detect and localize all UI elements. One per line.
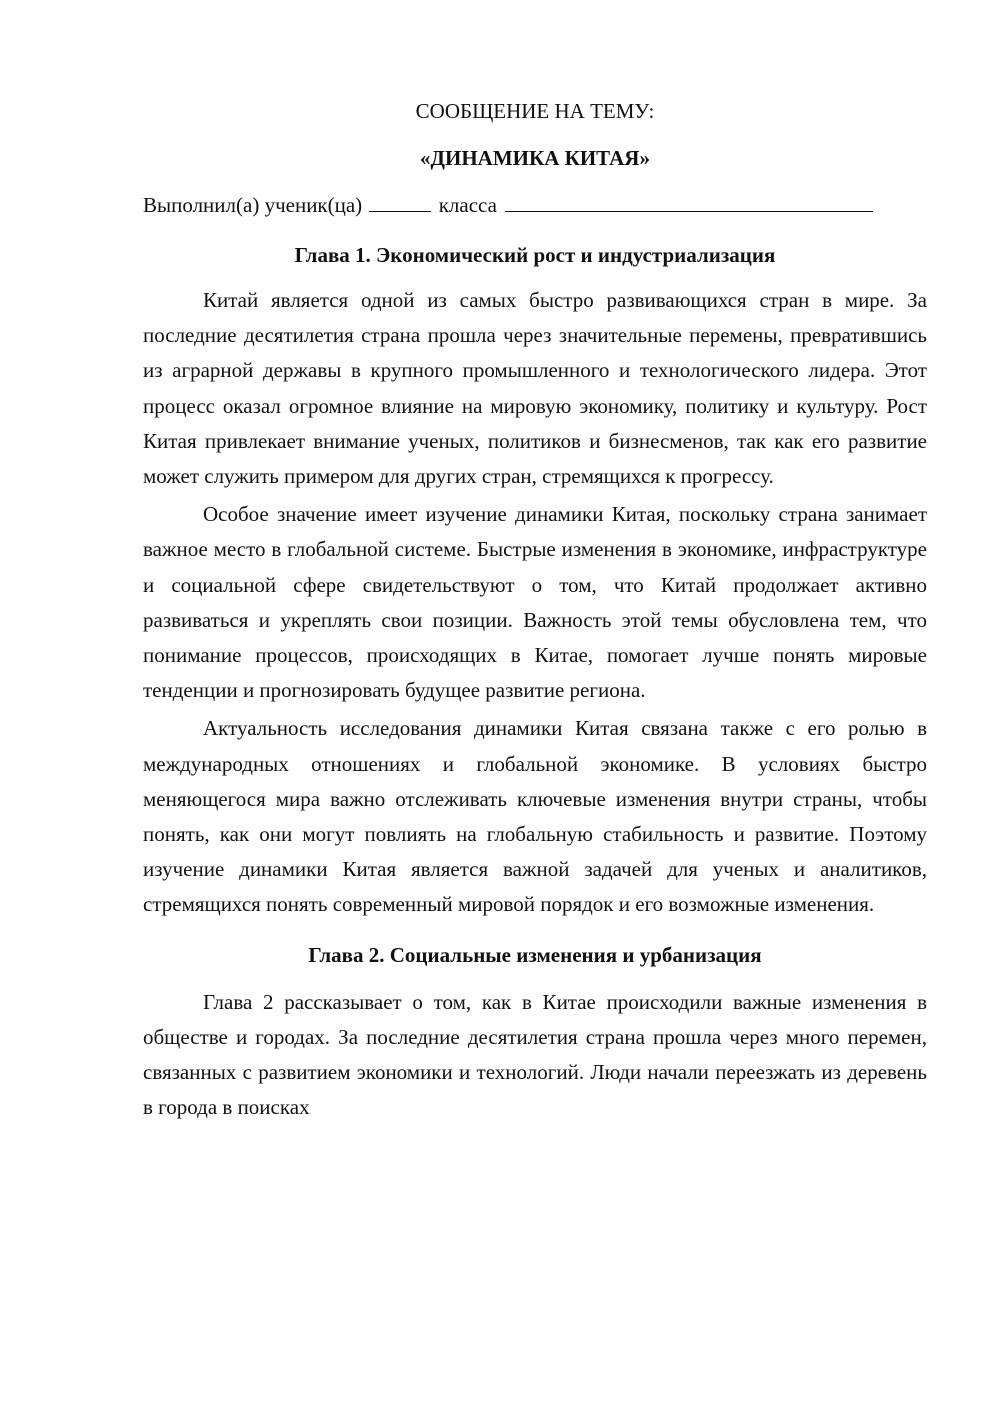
document-title-line-2: «ДИНАМИКА КИТАЯ» <box>420 146 650 170</box>
chapter-1-heading: Глава 1. Экономический рост и индустриализация <box>294 243 776 267</box>
document-page <box>143 96 927 1128</box>
chapter-2-heading: Глава 2. Социальные изменения и урбанизация <box>308 942 762 967</box>
author-line <box>143 190 927 220</box>
document-title-line-1: СООБЩЕНИЕ НА ТЕМУ: <box>415 99 655 123</box>
chapter-1-paragraph-3: Актуальность исследования динамики Китая связана также с его ролью в международных отношениях и глобальной экономике. В условиях быстро меняющегося мира важно отслеживать ключевые изменения внутри страны, чтобы понять, как они могут повлиять на глобальную стабильность и развитие. Поэтому изучение динамики Китая является важной задачей для ученых и аналитиков, стремящихся понять современный мировой порядок и его возможные изменения. <box>143 716 927 917</box>
chapter-1-paragraph-2: Особое значение имеет изучение динамики Китая, поскольку страна занимает важное место в глобальной системе. Быстрые изменения в экономике, инфраструктуре и социальной сфере свидетельствуют о том, что Китай продолжает активно развиваться и укреплять свои позиции. Важность этой темы обусловлена тем, что понимание процессов, происходящих в Китае, помогает лучше понять мировые тенденции и прогнозировать будущее развитие региона. <box>143 502 927 703</box>
chapter-2-paragraph-1: Глава 2 рассказывает о том, как в Китае происходили важные изменения в обществе и городах. За последние десятилетия страна прошла через много перемен, связанных с развитием экономики и технологий. Люди начали переезжать из деревень в города в поисках <box>143 989 927 1120</box>
chapter-1-paragraph-1: Китай является одной из самых быстро развивающихся стран в мире. За последние десятилетия страна прошла через значительные перемены, превратившись из аграрной державы в крупного промышленного и технологического лидера. Этот процесс оказал огромное влияние на мировую экономику, политику и культуру. Рост Китая привлекает внимание ученых, политиков и бизнесменов, так как его развитие может служить примером для других стран, стремящихся к прогрессу. <box>143 288 927 489</box>
class-name-blank <box>505 191 873 212</box>
author-prefix: Выполнил(а) ученик(ца) <box>143 193 363 217</box>
class-word: класса <box>438 193 497 217</box>
grade-blank <box>369 191 431 212</box>
